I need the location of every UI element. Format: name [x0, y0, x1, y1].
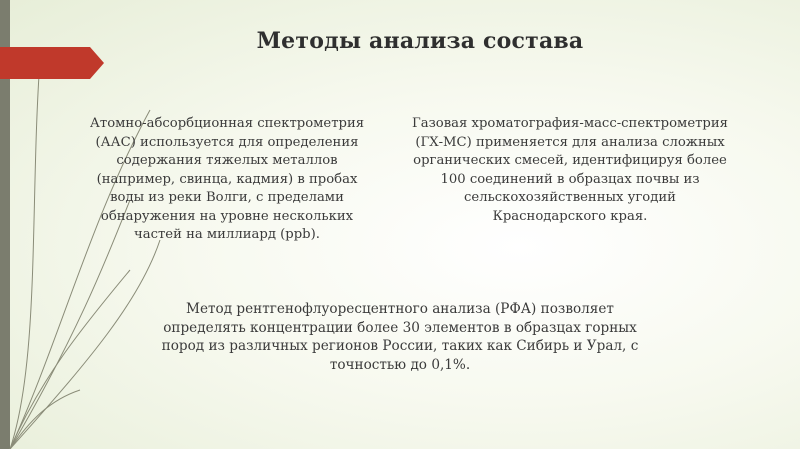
aas-text-block: Атомно-абсорбционная спектрометрия (ААС) используется для определения содержания тяжелых металлов (например, свинца, кадмия) в пробах воды из реки Волги, с пределами обнаружения на уровне нескольких частей на миллиард (ppb).: [89, 116, 365, 242]
slide-title: Методы анализа состава: [256, 28, 584, 54]
xrf-text-block: Метод рентгенофлуоресцентного анализа (РФА) позволяет определять концентрации более 30 элементов в образцах горных пород из различных регионов России, таких как Сибирь и Урал, с точностью до 0,1%.: [161, 301, 639, 373]
curve-line: [10, 60, 40, 449]
red-arrow-banner: [0, 47, 104, 79]
gcms-text-block: Газовая хроматография-масс-спектрометрия (ГХ-МС) применяется для анализа сложных органических смесей, идентифицируя более 100 соединений в образцах почвы из сельскохозяйственных угодий Краснодарского края.: [412, 116, 728, 224]
curve-line: [10, 390, 80, 449]
